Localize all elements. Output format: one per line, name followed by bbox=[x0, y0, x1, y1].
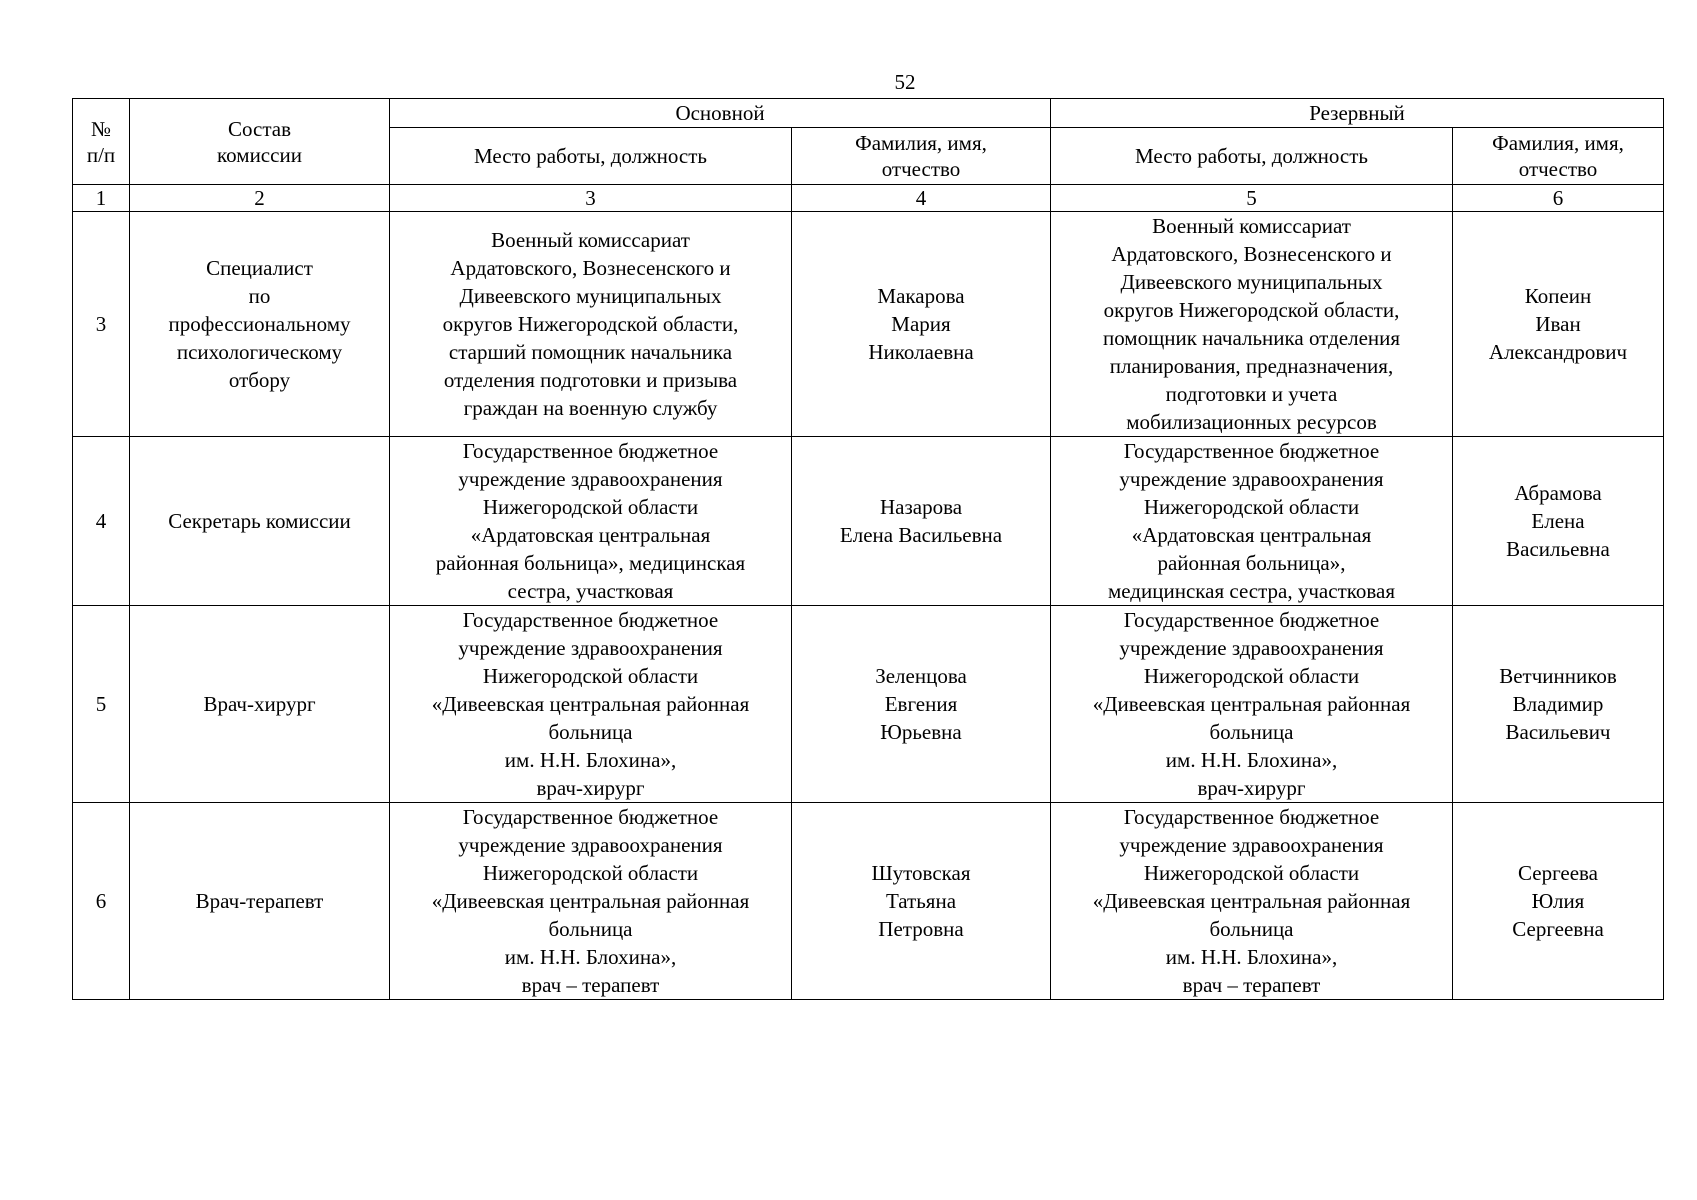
column-number: 2 bbox=[130, 185, 390, 212]
header-num: № п/п bbox=[73, 99, 130, 185]
row-main-name: Зеленцова Евгения Юрьевна bbox=[792, 606, 1051, 803]
column-number: 4 bbox=[792, 185, 1051, 212]
row-number: 6 bbox=[73, 803, 130, 1000]
row-role: Специалист по профессиональному психологическому отбору bbox=[130, 212, 390, 437]
row-main-name: Назарова Елена Васильевна bbox=[792, 437, 1051, 606]
row-reserve-workplace: Государственное бюджетное учреждение здравоохранения Нижегородской области «Дивеевская центральная районная больница им. Н.Н. Блохина», врач-хирург bbox=[1051, 606, 1453, 803]
row-reserve-name: Ветчинников Владимир Васильевич bbox=[1453, 606, 1664, 803]
row-main-name: Шутовская Татьяна Петровна bbox=[792, 803, 1051, 1000]
row-reserve-workplace: Государственное бюджетное учреждение здравоохранения Нижегородской области «Ардатовская центральная районная больница», медицинская сестра, участковая bbox=[1051, 437, 1453, 606]
header-main: Основной bbox=[390, 99, 1051, 128]
row-reserve-workplace: Военный комиссариат Ардатовского, Вознесенского и Дивеевского муниципальных округов Нижегородской области, помощник начальника отделения планирования, предназначения, подготовки и учета мобилизационных ресурсов bbox=[1051, 212, 1453, 437]
row-role: Врач-терапевт bbox=[130, 803, 390, 1000]
row-number: 3 bbox=[73, 212, 130, 437]
row-number: 4 bbox=[73, 437, 130, 606]
page-number: 52 bbox=[894, 70, 916, 94]
header-reserve-workplace: Место работы, должность bbox=[1051, 128, 1453, 185]
column-number: 5 bbox=[1051, 185, 1453, 212]
header-reserve-name: Фамилия, имя, отчество bbox=[1453, 128, 1664, 185]
row-role: Секретарь комиссии bbox=[130, 437, 390, 606]
table-row bbox=[73, 803, 1664, 1000]
column-numbers-row bbox=[73, 185, 1664, 212]
column-number: 6 bbox=[1453, 185, 1664, 212]
row-main-workplace: Государственное бюджетное учреждение здравоохранения Нижегородской области «Дивеевская центральная районная больница им. Н.Н. Блохина», врач-хирург bbox=[390, 606, 792, 803]
row-reserve-workplace: Государственное бюджетное учреждение здравоохранения Нижегородской области «Дивеевская центральная районная больница им. Н.Н. Блохина», врач – терапевт bbox=[1051, 803, 1453, 1000]
table-row bbox=[73, 606, 1664, 803]
row-number: 5 bbox=[73, 606, 130, 803]
header-main-name: Фамилия, имя, отчество bbox=[792, 128, 1051, 185]
row-main-workplace: Государственное бюджетное учреждение здравоохранения Нижегородской области «Ардатовская центральная районная больница», медицинская сестра, участковая bbox=[390, 437, 792, 606]
row-reserve-name: Копеин Иван Александрович bbox=[1453, 212, 1664, 437]
row-role: Врач-хирург bbox=[130, 606, 390, 803]
header-reserve: Резервный bbox=[1051, 99, 1664, 128]
header-row-1 bbox=[73, 99, 1664, 128]
column-number: 3 bbox=[390, 185, 792, 212]
column-number: 1 bbox=[73, 185, 130, 212]
header-main-workplace: Место работы, должность bbox=[390, 128, 792, 185]
row-reserve-name: Сергеева Юлия Сергеевна bbox=[1453, 803, 1664, 1000]
row-main-workplace: Государственное бюджетное учреждение здравоохранения Нижегородской области «Дивеевская центральная районная больница им. Н.Н. Блохина», врач – терапевт bbox=[390, 803, 792, 1000]
row-main-workplace: Военный комиссариат Ардатовского, Вознесенского и Дивеевского муниципальных округов Нижегородской области, старший помощник начальника отделения подготовки и призыва граждан на военную службу bbox=[390, 212, 792, 437]
row-reserve-name: Абрамова Елена Васильевна bbox=[1453, 437, 1664, 606]
table-row bbox=[73, 212, 1664, 437]
row-main-name: Макарова Мария Николаевна bbox=[792, 212, 1051, 437]
table-row bbox=[73, 437, 1664, 606]
commission-table bbox=[72, 98, 1664, 1000]
header-composition: Состав комиссии bbox=[130, 99, 390, 185]
